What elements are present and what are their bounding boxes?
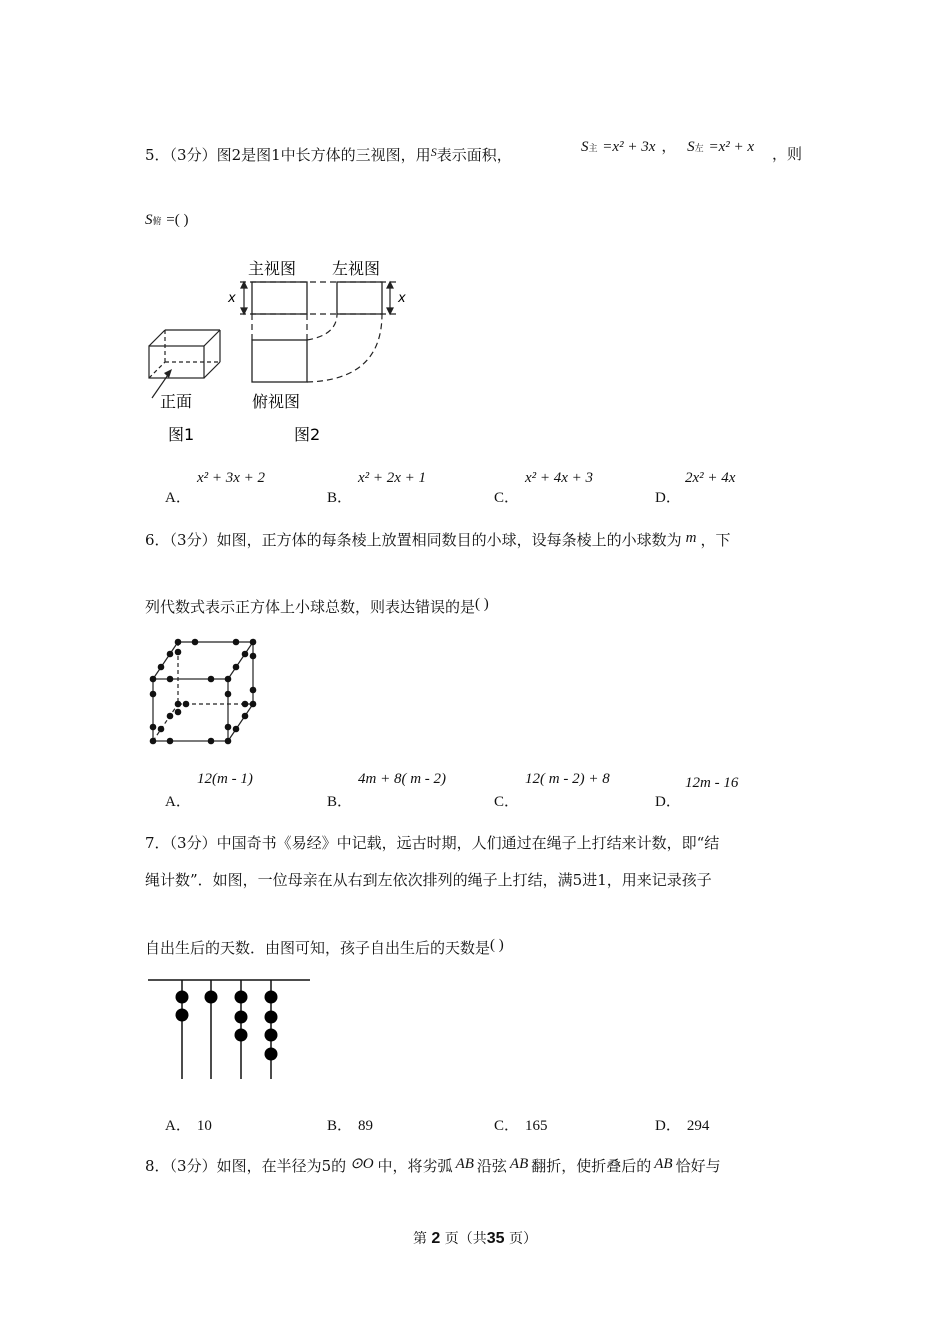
eq1-sub: 主	[588, 144, 598, 154]
q6-text2: ，下	[700, 531, 731, 549]
q6-opt-b-expr[interactable]: 4m + 8( m - 2)	[358, 771, 447, 787]
q5-opt-c-label[interactable]: C．	[494, 490, 520, 506]
q7-line1	[145, 833, 719, 853]
q5-opt-d-label[interactable]: D．	[655, 490, 681, 506]
q5-opt-a-expr[interactable]: x² + 3x + 2	[197, 470, 266, 486]
footer-post: 页）	[509, 1231, 538, 1247]
q6-text3: 列代数式表示正方体上小球总数，则表达错误的是	[145, 598, 476, 616]
q7-line2: 绳计数”．如图，一位母亲在从右到左依次排列的绳子上打结，满5进1，用来记录孩子	[145, 871, 712, 889]
q7-opt-a-expr: 10	[196, 1118, 212, 1134]
q5-line1	[145, 142, 512, 165]
page-footer	[0, 1228, 950, 1248]
q5-text2: 表示面积，	[436, 146, 512, 164]
ask-sub: 俯	[152, 217, 162, 227]
dim-x-left: x	[228, 291, 236, 306]
q5-equations	[581, 135, 754, 156]
q7-opt-d-label: D．	[655, 1118, 681, 1134]
q8-line1	[145, 1154, 721, 1176]
left-view-rect	[337, 282, 382, 314]
q6-number: 6．	[145, 531, 170, 549]
caption-fig1: 图1	[168, 425, 195, 444]
q7-opt-a-label: A．	[165, 1118, 191, 1134]
caption-fig2: 图2	[294, 425, 321, 444]
q7-opt-b[interactable]	[327, 1114, 373, 1135]
q5-number: 5．	[145, 146, 170, 164]
eq2-sub: 左	[694, 144, 704, 154]
footer-page-number: 2	[431, 1230, 441, 1247]
q8-arc: AB	[455, 1156, 474, 1172]
q6-opt-d-expr[interactable]: 12m - 16	[685, 775, 739, 791]
footer-pre: 第	[412, 1231, 427, 1247]
q5-score: （3分）	[169, 146, 217, 164]
q5-text1: 图2是图1中长方体的三视图，用	[216, 146, 431, 164]
q6-opt-b-label[interactable]: B．	[327, 794, 353, 810]
eq-sep: ，	[661, 137, 677, 155]
q6-opt-c-label[interactable]: C．	[494, 794, 520, 810]
q7-opt-c-expr: 165	[525, 1118, 548, 1134]
q7-opt-c-label: C．	[494, 1118, 520, 1134]
q6-opt-c-expr[interactable]: 12( m - 2) + 8	[525, 771, 610, 787]
hanging-ropes	[182, 980, 271, 1079]
q6-opt-d-label[interactable]: D．	[655, 794, 681, 810]
eq1-rhs: =x² + 3x	[602, 139, 656, 155]
knots	[176, 991, 278, 1061]
eq2-lhs: S	[687, 139, 695, 155]
main-view-rect	[252, 282, 307, 314]
q8-text1: 如图，在半径为5的	[216, 1157, 347, 1175]
ask-lhs: S	[145, 212, 153, 228]
q5-figure	[140, 250, 430, 450]
q8-text4: 翻折，使折叠后的	[531, 1157, 652, 1175]
q8-text2: 中，将劣弧	[377, 1157, 453, 1175]
cube-edges	[153, 642, 253, 741]
cube-balls	[150, 639, 257, 745]
q7-line1-text: 中国奇书《易经》中记载，远古时期，人们通过在绳子上打结来计数，即“结	[216, 834, 720, 852]
q7-opt-a[interactable]	[165, 1114, 212, 1135]
q8-text3: 沿弦	[476, 1157, 507, 1175]
q6-cube-figure	[140, 632, 270, 752]
q5-text3: ，则	[772, 145, 803, 163]
q5-opt-a-label[interactable]: A．	[165, 490, 191, 506]
q6-symbol-m: m	[685, 530, 697, 546]
eq1-lhs: S	[581, 139, 589, 155]
q7-line3	[145, 935, 504, 958]
footer-mid: 页（共	[444, 1231, 487, 1247]
q6-score: （3分）	[169, 531, 217, 549]
q5-opt-b-expr[interactable]: x² + 2x + 1	[358, 470, 427, 486]
q7-opt-d[interactable]	[655, 1114, 709, 1135]
q7-number: 7．	[145, 834, 170, 852]
q6-paren: ( )	[475, 596, 489, 612]
q7-opt-b-expr: 89	[358, 1118, 374, 1134]
q7-opt-b-label: B．	[327, 1118, 353, 1134]
dim-arrows	[241, 282, 393, 314]
guide-lines	[240, 282, 400, 382]
q5-opt-c-expr[interactable]: x² + 4x + 3	[525, 470, 594, 486]
q7-line3-text: 自出生后的天数．由图可知，孩子自出生后的天数是	[145, 939, 491, 957]
eq2-rhs: =x² + x	[708, 139, 755, 155]
q7-paren: ( )	[490, 937, 504, 953]
cuboid	[149, 330, 220, 398]
q5-symbol-s: S	[430, 145, 437, 159]
dim-x-right: x	[398, 291, 406, 306]
q8-score: （3分）	[169, 1157, 217, 1175]
q5-ask	[145, 210, 189, 229]
top-view-rect	[252, 340, 307, 382]
ask-rhs: =( )	[166, 212, 189, 228]
q6-opt-a-expr[interactable]: 12(m - 1)	[197, 771, 253, 787]
q6-text1: 如图，正方体的每条棱上放置相同数目的小球，设每条棱上的小球数为	[216, 531, 682, 549]
q6-line2	[145, 594, 489, 617]
label-main-view: 主视图	[248, 259, 297, 278]
q7-opt-c[interactable]	[494, 1114, 548, 1135]
q8-text5: 恰好与	[675, 1157, 721, 1175]
front-arrow-head	[164, 369, 172, 378]
footer-total-pages: 35	[486, 1230, 505, 1247]
q8-arc2: AB	[654, 1156, 673, 1172]
q5-opt-b-label[interactable]: B．	[327, 490, 353, 506]
q8-circle-symbol: ⊙O	[350, 1156, 374, 1172]
q7-score: （3分）	[169, 834, 217, 852]
q6-line1	[145, 528, 730, 550]
q8-number: 8．	[145, 1157, 170, 1175]
q7-opt-d-expr: 294	[686, 1118, 710, 1134]
q8-chord: AB	[509, 1156, 529, 1172]
q6-opt-a-label[interactable]: A．	[165, 794, 191, 810]
label-left-view: 左视图	[332, 259, 381, 278]
label-top-view: 俯视图	[252, 392, 301, 411]
q7-knot-figure	[145, 972, 315, 1084]
label-front: 正面	[160, 392, 193, 411]
q5-opt-d-expr[interactable]: 2x² + 4x	[685, 470, 736, 486]
